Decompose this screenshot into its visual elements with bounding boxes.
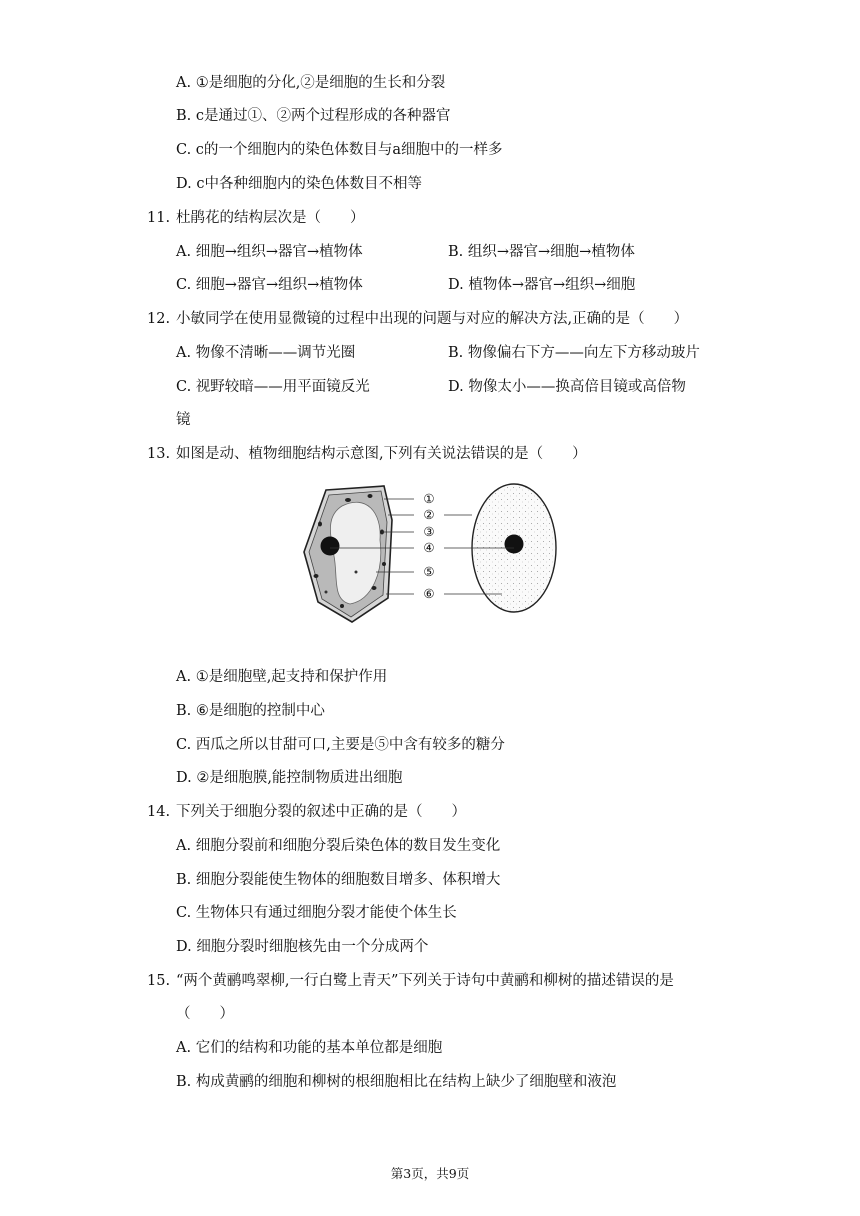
question-number: 13. <box>147 446 171 462</box>
option-d-continuation: 镜 <box>176 412 191 428</box>
option-b: B. c是通过①、②两个过程形成的各种器官 <box>176 108 451 124</box>
option-b: B. 组织→器官→细胞→植物体 <box>448 244 635 260</box>
question-stem: 小敏同学在使用显微镜的过程中出现的问题与对应的解决方法,正确的是（ ） <box>176 311 689 327</box>
label-1: ① <box>423 491 435 506</box>
option-b: B. ⑥是细胞的控制中心 <box>176 703 325 719</box>
question-number: 14. <box>147 804 171 820</box>
option-c: C. 生物体只有通过细胞分裂才能使个体生长 <box>176 905 457 921</box>
option-d: D. 物像太小——换高倍目镜或高倍物 <box>448 379 686 395</box>
question-number: 11. <box>147 210 171 226</box>
question-number: 15. <box>147 973 171 989</box>
option-d: D. ②是细胞膜,能控制物质进出细胞 <box>176 770 403 786</box>
plant-nucleus <box>321 537 340 556</box>
option-d: D. c中各种细胞内的染色体数目不相等 <box>176 176 422 192</box>
option-a: A. ①是细胞的分化,②是细胞的生长和分裂 <box>176 75 446 91</box>
option-b: B. 构成黄鹂的细胞和柳树的根细胞相比在结构上缺少了细胞壁和液泡 <box>176 1074 617 1090</box>
question-number: 12. <box>147 311 171 327</box>
label-3: ③ <box>423 524 435 539</box>
question-stem: 杜鹃花的结构层次是（ ） <box>176 210 365 226</box>
option-b: B. 细胞分裂能使生物体的细胞数目增多、体积增大 <box>176 872 501 888</box>
option-c: C. c的一个细胞内的染色体数目与a细胞中的一样多 <box>176 142 503 158</box>
option-c: C. 西瓜之所以甘甜可口,主要是⑤中含有较多的糖分 <box>176 737 505 753</box>
option-d: D. 植物体→器官→组织→细胞 <box>448 277 636 293</box>
option-b: B. 物像偏右下方——向左下方移动玻片 <box>448 345 700 361</box>
label-6: ⑥ <box>423 586 435 601</box>
option-a: A. 物像不清晰——调节光圈 <box>176 345 356 361</box>
label-4: ④ <box>423 540 435 555</box>
cell-structure-diagram <box>296 480 586 630</box>
question-stem: “两个黄鹂鸣翠柳,一行白鹭上青天”下列关于诗句中黄鹂和柳树的描述错误的是 <box>176 973 674 989</box>
option-a: A. ①是细胞壁,起支持和保护作用 <box>176 669 388 685</box>
question-stem-continuation: （ ） <box>176 1006 234 1022</box>
option-a: A. 细胞分裂前和细胞分裂后染色体的数目发生变化 <box>176 838 501 854</box>
option-c: C. 细胞→器官→组织→植物体 <box>176 277 363 293</box>
question-stem: 如图是动、植物细胞结构示意图,下列有关说法错误的是（ ） <box>176 446 587 462</box>
option-a: A. 它们的结构和功能的基本单位都是细胞 <box>176 1040 443 1056</box>
option-c: C. 视野较暗——用平面镜反光 <box>176 379 370 395</box>
plant-cell <box>304 486 392 622</box>
option-a: A. 细胞→组织→器官→植物体 <box>176 244 363 260</box>
option-d: D. 细胞分裂时细胞核先由一个分成两个 <box>176 939 429 955</box>
page-footer: 第3页，共9页 <box>390 1166 470 1181</box>
animal-nucleus <box>505 535 524 554</box>
question-stem: 下列关于细胞分裂的叙述中正确的是（ ） <box>176 804 466 820</box>
label-2: ② <box>423 507 435 522</box>
label-5: ⑤ <box>423 564 435 579</box>
